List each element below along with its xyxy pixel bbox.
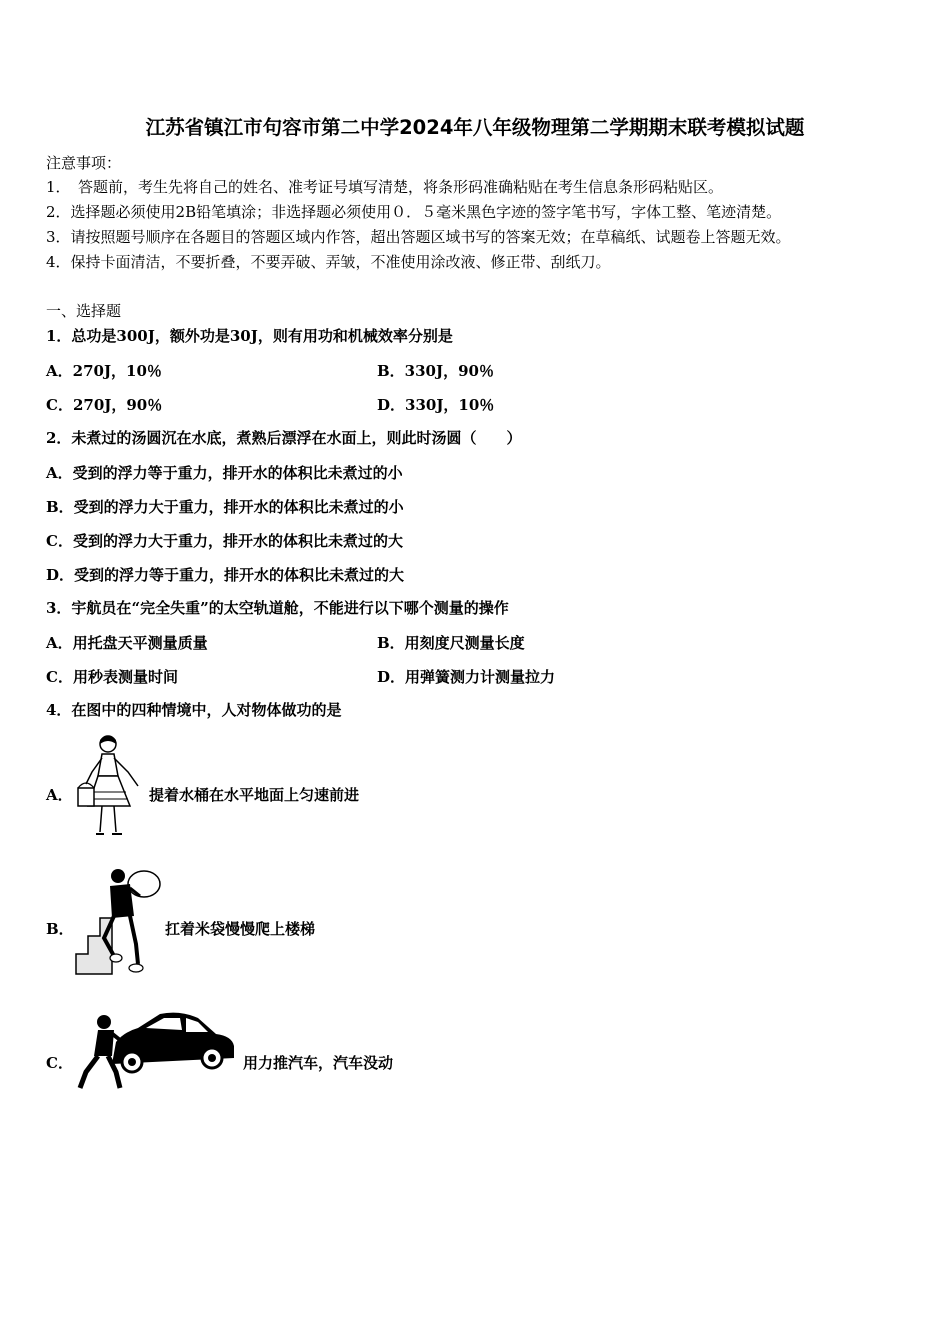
q2-option-c: C．受到的浮力大于重力，排开水的体积比未煮过的大 [46,532,403,550]
section-heading: 一、选择题 [46,302,122,320]
woman-with-bucket-image [72,732,146,844]
q4-option-a-text: 提着水桶在水平地面上匀速前进 [149,786,360,804]
q1-stem: 1．总功是300J，额外功是30J，则有用功和机械效率分别是 [46,327,453,345]
q3-stem: 3．宇航员在“完全失重”的太空轨道舱，不能进行以下哪个测量的操作 [46,599,509,617]
q4-option-c-label: C． [46,1054,73,1072]
q3-option-c: C．用秒表测量时间 [46,668,178,686]
q1-option-b: B．330J，90％ [377,362,494,380]
q4-option-b-text: 扛着米袋慢慢爬上楼梯 [165,920,316,938]
q3-option-d: D．用弹簧测力计测量拉力 [377,668,556,686]
notice-item-1: 1． 答题前，考生先将自己的姓名、准考证号填写清楚，将条形码准确粘贴在考生信息条形码粘贴区。 [46,178,724,196]
q1-option-d: D．330J，10％ [377,396,495,414]
notice-item-3: 3．请按照题号顺序在各题目的答题区域内作答，超出答题区域书写的答案无效；在草稿纸、试题卷上答题无效。 [46,228,791,246]
q4-option-a-label: A． [46,786,73,804]
q4-stem: 4．在图中的四种情境中，人对物体做功的是 [46,701,342,719]
q4-option-b-label: B． [46,920,74,938]
notice-item-2: 2．选择题必须使用2B铅笔填涂；非选择题必须使用０．５毫米黑色字迹的签字笔书写，字体工整、笔迹清楚。 [46,203,782,221]
page-title: 江苏省镇江市句容市第二中学2024年八年级物理第二学期期末联考模拟试题 [145,116,805,139]
q4-option-c-text: 用力推汽车，汽车没动 [243,1054,394,1072]
notice-heading: 注意事项： [46,154,122,172]
q1-option-c: C．270J，90％ [46,396,163,414]
q2-option-d: D．受到的浮力等于重力，排开水的体积比未煮过的大 [46,566,405,584]
q3-option-b: B．用刻度尺测量长度 [377,634,525,652]
q3-option-a: A．用托盘天平测量质量 [46,634,208,652]
q2-option-a: A．受到的浮力等于重力，排开水的体积比未煮过的小 [46,464,403,482]
q1-option-a: A．270J，10％ [46,362,162,380]
q2-option-b: B．受到的浮力大于重力，排开水的体积比未煮过的小 [46,498,404,516]
man-pushing-car-image [76,1008,238,1094]
q2-stem: 2．未煮过的汤圆沉在水底，煮熟后漂浮在水面上，则此时汤圆（ ） [46,429,522,447]
notice-item-4: 4．保持卡面清洁，不要折叠，不要弄破、弄皱，不准使用涂改液、修正带、刮纸刀。 [46,253,611,271]
man-climbing-stairs-image [74,864,164,976]
